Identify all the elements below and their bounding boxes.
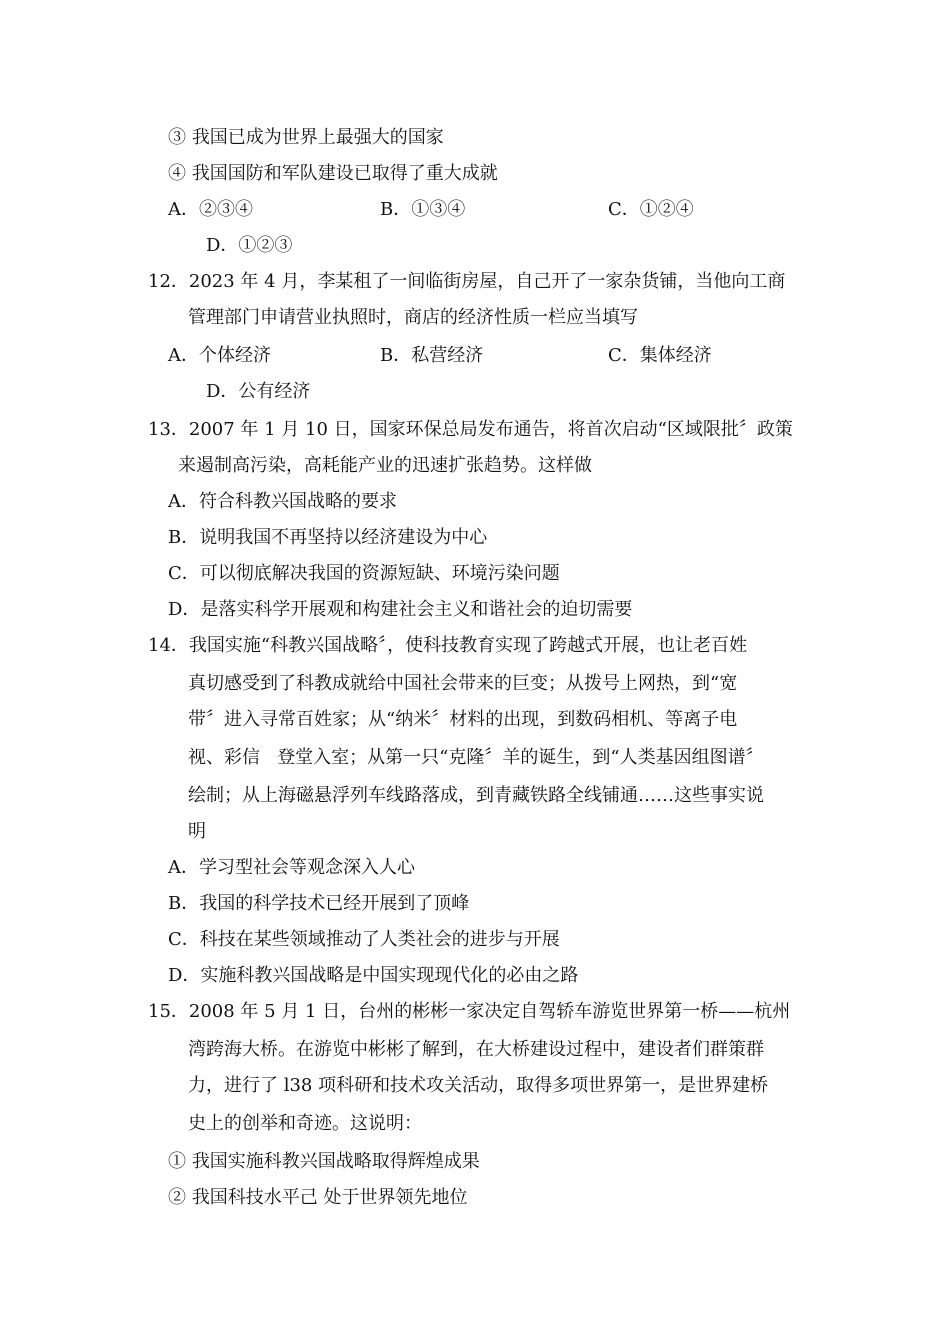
q13-line-2: 来遏制高污染，高耗能产业的迅速扩张趋势。这样做 [178, 455, 592, 476]
q15-number: 15． [148, 1001, 189, 1022]
q12-stem [148, 270, 785, 294]
q11-statement-4: ④ 我国国防和军队建设已取得了重大成就 [168, 163, 498, 184]
q14-option-c: C．科技在某些领域推动了人类社会的进步与开展 [168, 929, 560, 950]
q13-option-b: B．说明我国不再坚持以经济建设为中心 [168, 527, 488, 548]
q14-line-1: 我国实施“科教兴国战略〞，使科技教育实现了跨越式开展，也让老百姓 [188, 635, 748, 656]
q14-number: 14． [148, 635, 189, 656]
q11-statement-3: ③ 我国已成为世界上最强大的国家 [168, 127, 444, 148]
q12-option-d: D．公有经济 [206, 381, 311, 402]
q14-stem [148, 634, 747, 658]
q15-line-1: 2008 年 5 月 1 日，台州的彬彬一家决定自驾轿车游览世界第一桥——杭州 [188, 1001, 791, 1022]
q14-line-6: 明 [188, 821, 206, 842]
q12-line-2: 管理部门申请营业执照时，商店的经济性质一栏应当填写 [188, 307, 638, 328]
q14-line-3: 带〞进入寻常百姓家；从“纳米〞材料的出现，到数码相机、等离子电 [188, 709, 738, 730]
q15-line-4: 史上的创举和奇迹。这说明： [188, 1113, 422, 1134]
q11-option-c: C．①②④ [608, 199, 694, 220]
q13-option-a: A．符合科教兴国战略的要求 [168, 491, 397, 512]
q12-option-b: B．私营经济 [380, 345, 484, 366]
q13-option-d: D．是落实科学开展观和构建社会主义和谐社会的迫切需要 [168, 599, 633, 620]
q11-option-a: A．②③④ [168, 199, 253, 220]
q15-line-3: 力，进行了 l38 项科研和技术攻关活动，取得多项世界第一，是世界建桥 [188, 1075, 769, 1096]
q15-line-2: 湾跨海大桥。在游览中彬彬了解到，在大桥建设过程中，建设者们群策群 [188, 1039, 764, 1060]
q14-line-4: 视、彩信 登堂入室；从第一只“克隆〞羊的诞生，到“人类基因组图谱〞 [188, 747, 764, 768]
q12-option-c: C．集体经济 [608, 345, 712, 366]
q12-number: 12． [148, 271, 189, 292]
q13-stem [148, 418, 793, 442]
q15-statement-1: ① 我国实施科教兴国战略取得辉煌成果 [168, 1151, 480, 1172]
q13-option-c: C．可以彻底解决我国的资源短缺、环境污染问题 [168, 563, 560, 584]
q13-line-1: 2007 年 1 月 10 日，国家环保总局发布通告，将首次启动“区域限批〞政策 [188, 419, 793, 440]
q14-option-a: A．学习型社会等观念深入人心 [168, 857, 415, 878]
q11-option-d: D．①②③ [206, 235, 293, 256]
q11-option-b: B．①③④ [380, 199, 466, 220]
q14-option-b: B．我国的科学技术已经开展到了顶峰 [168, 893, 470, 914]
q12-line-1: 2023 年 4 月，李某租了一间临街房屋，自己开了一家杂货铺，当他向工商 [188, 271, 786, 292]
q15-stem [148, 1000, 790, 1024]
q14-line-2: 真切感受到了科教成就给中国社会带来的巨变；从拨号上网热，到“宽 [188, 673, 738, 694]
q14-option-d: D．实施科教兴国战略是中国实现现代化的必由之路 [168, 965, 579, 986]
q15-statement-2: ② 我国科技水平己 处于世界领先地位 [168, 1187, 468, 1208]
q13-number: 13． [148, 419, 189, 440]
q12-option-a: A．个体经济 [168, 345, 271, 366]
q14-line-5: 绘制；从上海磁悬浮列车线路落成，到青藏铁路全线铺通……这些事实说 [188, 785, 764, 806]
